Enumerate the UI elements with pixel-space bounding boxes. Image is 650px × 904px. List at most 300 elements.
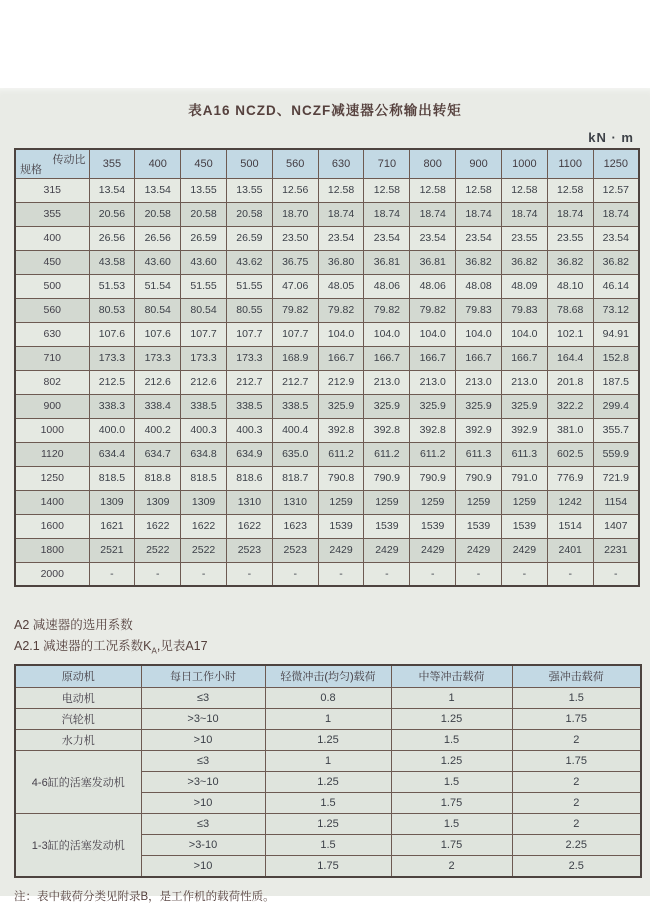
torque-value-cell: 213.0: [501, 370, 547, 394]
torque-value-cell: 173.3: [181, 346, 227, 370]
torque-value-cell: 818.5: [181, 466, 227, 490]
torque-value-cell: 392.9: [501, 418, 547, 442]
torque-value-cell: 48.05: [318, 274, 364, 298]
factor-column-header: 轻微冲击(均匀)载荷: [265, 665, 391, 688]
torque-value-cell: 559.9: [593, 442, 639, 466]
torque-value-cell: 73.12: [593, 298, 639, 322]
torque-row: [15, 370, 639, 394]
a21-subscript: A: [151, 646, 157, 656]
torque-value-cell: 2429: [456, 538, 502, 562]
factor-row: [15, 814, 641, 835]
torque-value-cell: 392.8: [364, 418, 410, 442]
torque-row: [15, 514, 639, 538]
torque-value-cell: 635.0: [272, 442, 318, 466]
factor-column-header: 中等冲击载荷: [391, 665, 512, 688]
torque-value-cell: 1154: [593, 490, 639, 514]
heavy-shock-cell: 2: [512, 814, 641, 835]
heavy-shock-cell: 1.75: [512, 751, 641, 772]
torque-value-cell: 104.0: [456, 322, 502, 346]
diagonal-header-cell: [15, 149, 89, 178]
torque-value-cell: 818.8: [135, 466, 181, 490]
torque-value-cell: 36.75: [272, 250, 318, 274]
torque-value-cell: 79.82: [410, 298, 456, 322]
torque-value-cell: 20.56: [89, 202, 135, 226]
medium-shock-cell: 1.25: [391, 751, 512, 772]
footnote: 注：表中载荷分类见附录B，是工作机的载荷性质。: [14, 890, 275, 903]
torque-value-cell: 13.55: [226, 178, 272, 202]
torque-value-cell: 12.58: [410, 178, 456, 202]
torque-value-cell: 80.54: [135, 298, 181, 322]
torque-value-cell: 1259: [410, 490, 456, 514]
torque-value-cell: 201.8: [547, 370, 593, 394]
medium-shock-cell: 1.25: [391, 709, 512, 730]
torque-value-cell: 48.09: [501, 274, 547, 298]
torque-row: [15, 562, 639, 586]
torque-value-cell: 1310: [226, 490, 272, 514]
torque-value-cell: 325.9: [501, 394, 547, 418]
torque-value-cell: 1622: [135, 514, 181, 538]
torque-value-cell: 611.3: [456, 442, 502, 466]
torque-value-cell: 2429: [364, 538, 410, 562]
torque-value-cell: 18.74: [410, 202, 456, 226]
torque-row: [15, 442, 639, 466]
spec-cell: 1600: [15, 514, 89, 538]
torque-value-cell: 400.4: [272, 418, 318, 442]
heavy-shock-cell: 2.5: [512, 856, 641, 877]
torque-value-cell: 79.82: [318, 298, 364, 322]
factor-table-header-row: [15, 665, 641, 688]
torque-value-cell: 18.74: [364, 202, 410, 226]
torque-value-cell: 790.9: [410, 466, 456, 490]
torque-value-cell: 2231: [593, 538, 639, 562]
torque-value-cell: 104.0: [410, 322, 456, 346]
light-shock-cell: 1.25: [265, 814, 391, 835]
heavy-shock-cell: 2: [512, 730, 641, 751]
torque-value-cell: 18.74: [501, 202, 547, 226]
daily-hours-cell: >10: [141, 856, 265, 877]
torque-value-cell: 2429: [410, 538, 456, 562]
torque-value-cell: 20.58: [226, 202, 272, 226]
torque-value-cell: 46.14: [593, 274, 639, 298]
torque-value-cell: 12.58: [456, 178, 502, 202]
light-shock-cell: 1.5: [265, 793, 391, 814]
torque-value-cell: 212.7: [272, 370, 318, 394]
torque-value-cell: 1259: [318, 490, 364, 514]
torque-row: [15, 490, 639, 514]
torque-row: [15, 250, 639, 274]
torque-value-cell: 12.56: [272, 178, 318, 202]
torque-value-cell: 79.82: [364, 298, 410, 322]
torque-value-cell: 400.3: [181, 418, 227, 442]
torque-value-cell: 166.7: [364, 346, 410, 370]
torque-value-cell: 2521: [89, 538, 135, 562]
ratio-column-header: 1000: [501, 149, 547, 178]
ratio-column-header: 630: [318, 149, 364, 178]
prime-mover-cell: 4-6缸的活塞发动机: [15, 751, 141, 814]
torque-value-cell: 213.0: [364, 370, 410, 394]
torque-value-cell: 26.56: [135, 226, 181, 250]
ratio-column-header: 450: [181, 149, 227, 178]
torque-value-cell: 80.55: [226, 298, 272, 322]
spec-cell: 900: [15, 394, 89, 418]
medium-shock-cell: 1.75: [391, 835, 512, 856]
heavy-shock-cell: 2: [512, 772, 641, 793]
daily-hours-cell: >3-10: [141, 835, 265, 856]
torque-row: [15, 226, 639, 250]
torque-value-cell: 790.8: [318, 466, 364, 490]
torque-value-cell: 26.59: [226, 226, 272, 250]
torque-value-cell: 338.4: [135, 394, 181, 418]
torque-value-cell: 1309: [181, 490, 227, 514]
light-shock-cell: 1.5: [265, 835, 391, 856]
a21-suffix: ,见表A17: [156, 639, 208, 653]
torque-value-cell: 634.9: [226, 442, 272, 466]
ratio-column-header: 710: [364, 149, 410, 178]
torque-value-cell: -: [501, 562, 547, 586]
section-heading-a2: A2 减速器的选用系数: [14, 618, 133, 632]
torque-value-cell: 80.54: [181, 298, 227, 322]
torque-row: [15, 538, 639, 562]
light-shock-cell: 1.75: [265, 856, 391, 877]
torque-value-cell: 721.9: [593, 466, 639, 490]
torque-value-cell: 48.08: [456, 274, 502, 298]
torque-value-cell: 212.6: [135, 370, 181, 394]
torque-value-cell: -: [89, 562, 135, 586]
torque-table-header-row: [15, 149, 639, 178]
section-heading-a21: [14, 636, 650, 656]
page-title: 表A16 NCZD、NCZF减速器公称输出转矩: [188, 103, 462, 118]
light-shock-cell: 1.25: [265, 772, 391, 793]
torque-value-cell: 1242: [547, 490, 593, 514]
torque-value-cell: 1622: [226, 514, 272, 538]
torque-value-cell: 48.10: [547, 274, 593, 298]
torque-value-cell: 392.8: [318, 418, 364, 442]
torque-value-cell: 818.6: [226, 466, 272, 490]
torque-value-cell: 212.5: [89, 370, 135, 394]
medium-shock-cell: 1.5: [391, 814, 512, 835]
daily-hours-cell: ≤3: [141, 688, 265, 709]
light-shock-cell: 1: [265, 751, 391, 772]
light-shock-cell: 1: [265, 709, 391, 730]
torque-value-cell: 187.5: [593, 370, 639, 394]
factor-row: [15, 688, 641, 709]
torque-value-cell: 36.82: [501, 250, 547, 274]
torque-value-cell: 166.7: [456, 346, 502, 370]
torque-value-cell: 43.58: [89, 250, 135, 274]
torque-value-cell: 107.7: [226, 322, 272, 346]
torque-value-cell: 2523: [272, 538, 318, 562]
torque-value-cell: 107.7: [181, 322, 227, 346]
torque-value-cell: 107.7: [272, 322, 318, 346]
torque-value-cell: 2429: [501, 538, 547, 562]
torque-value-cell: 355.7: [593, 418, 639, 442]
torque-value-cell: 791.0: [501, 466, 547, 490]
torque-row: [15, 298, 639, 322]
torque-value-cell: 1539: [364, 514, 410, 538]
torque-value-cell: 1259: [364, 490, 410, 514]
document-page: [0, 88, 650, 903]
torque-value-cell: 602.5: [547, 442, 593, 466]
torque-value-cell: 13.54: [135, 178, 181, 202]
daily-hours-cell: ≤3: [141, 751, 265, 772]
torque-value-cell: 23.54: [364, 226, 410, 250]
torque-value-cell: 818.5: [89, 466, 135, 490]
torque-value-cell: 23.54: [456, 226, 502, 250]
spec-cell: 1400: [15, 490, 89, 514]
torque-value-cell: 51.53: [89, 274, 135, 298]
torque-value-cell: -: [226, 562, 272, 586]
torque-value-cell: 338.5: [272, 394, 318, 418]
daily-hours-cell: >3~10: [141, 772, 265, 793]
torque-value-cell: 212.6: [181, 370, 227, 394]
torque-value-cell: 611.2: [364, 442, 410, 466]
torque-value-cell: 26.56: [89, 226, 135, 250]
torque-value-cell: 1259: [501, 490, 547, 514]
torque-value-cell: 381.0: [547, 418, 593, 442]
torque-value-cell: 1259: [456, 490, 502, 514]
torque-value-cell: -: [410, 562, 456, 586]
spec-cell: 400: [15, 226, 89, 250]
prime-mover-cell: 汽轮机: [15, 709, 141, 730]
torque-value-cell: 79.83: [501, 298, 547, 322]
torque-value-cell: 23.55: [547, 226, 593, 250]
torque-value-cell: 400.2: [135, 418, 181, 442]
torque-value-cell: 166.7: [318, 346, 364, 370]
torque-value-cell: 79.82: [272, 298, 318, 322]
torque-value-cell: 12.58: [318, 178, 364, 202]
torque-value-cell: 1309: [89, 490, 135, 514]
torque-value-cell: 18.74: [318, 202, 364, 226]
torque-value-cell: 102.1: [547, 322, 593, 346]
torque-value-cell: 1310: [272, 490, 318, 514]
ratio-column-header: 400: [135, 149, 181, 178]
spec-cell: 1120: [15, 442, 89, 466]
spec-cell: 630: [15, 322, 89, 346]
torque-value-cell: 36.81: [410, 250, 456, 274]
torque-value-cell: 12.58: [501, 178, 547, 202]
torque-value-cell: 338.5: [181, 394, 227, 418]
medium-shock-cell: 1: [391, 688, 512, 709]
torque-value-cell: 166.7: [501, 346, 547, 370]
torque-row: [15, 274, 639, 298]
factor-row: [15, 730, 641, 751]
torque-value-cell: 43.62: [226, 250, 272, 274]
torque-value-cell: -: [593, 562, 639, 586]
torque-value-cell: 152.8: [593, 346, 639, 370]
torque-value-cell: 1539: [501, 514, 547, 538]
torque-value-cell: 47.06: [272, 274, 318, 298]
torque-value-cell: 107.6: [89, 322, 135, 346]
torque-value-cell: 13.54: [89, 178, 135, 202]
ratio-column-header: 500: [226, 149, 272, 178]
torque-value-cell: 1539: [456, 514, 502, 538]
heavy-shock-cell: 1.5: [512, 688, 641, 709]
torque-value-cell: 1514: [547, 514, 593, 538]
factor-column-header: 每日工作小时: [141, 665, 265, 688]
torque-value-cell: 611.2: [318, 442, 364, 466]
ratio-column-header: 1250: [593, 149, 639, 178]
torque-value-cell: 104.0: [318, 322, 364, 346]
corner-label-spec: 规格: [20, 163, 42, 176]
torque-value-cell: 2429: [318, 538, 364, 562]
torque-value-cell: 104.0: [364, 322, 410, 346]
torque-value-cell: 338.3: [89, 394, 135, 418]
torque-value-cell: 18.74: [456, 202, 502, 226]
torque-value-cell: 23.54: [593, 226, 639, 250]
torque-value-cell: 213.0: [456, 370, 502, 394]
torque-value-cell: 2522: [181, 538, 227, 562]
torque-value-cell: 164.4: [547, 346, 593, 370]
torque-value-cell: 634.8: [181, 442, 227, 466]
ratio-column-header: 560: [272, 149, 318, 178]
medium-shock-cell: 2: [391, 856, 512, 877]
torque-value-cell: 325.9: [456, 394, 502, 418]
ratio-column-header: 355: [89, 149, 135, 178]
torque-value-cell: 48.06: [364, 274, 410, 298]
torque-value-cell: 20.58: [135, 202, 181, 226]
torque-row: [15, 322, 639, 346]
torque-value-cell: 18.74: [547, 202, 593, 226]
torque-value-cell: 611.2: [410, 442, 456, 466]
light-shock-cell: 1.25: [265, 730, 391, 751]
corner-label-ratio: 传动比: [52, 154, 86, 166]
torque-value-cell: 790.9: [364, 466, 410, 490]
a21-text: A2.1 减速器的工况系数K: [14, 639, 152, 653]
medium-shock-cell: 1.5: [391, 772, 512, 793]
torque-value-cell: 173.3: [226, 346, 272, 370]
torque-row: [15, 202, 639, 226]
factor-table: [14, 664, 642, 878]
torque-value-cell: 2522: [135, 538, 181, 562]
prime-mover-cell: 水力机: [15, 730, 141, 751]
torque-value-cell: 166.7: [410, 346, 456, 370]
torque-value-cell: 26.59: [181, 226, 227, 250]
prime-mover-cell: 1-3缸的活塞发动机: [15, 814, 141, 877]
torque-value-cell: 23.54: [410, 226, 456, 250]
torque-value-cell: 2401: [547, 538, 593, 562]
prime-mover-cell: 电动机: [15, 688, 141, 709]
torque-value-cell: 13.55: [181, 178, 227, 202]
daily-hours-cell: >10: [141, 793, 265, 814]
torque-value-cell: 12.58: [547, 178, 593, 202]
torque-value-cell: 23.54: [318, 226, 364, 250]
spec-cell: 1800: [15, 538, 89, 562]
torque-value-cell: 94.91: [593, 322, 639, 346]
torque-value-cell: 79.83: [456, 298, 502, 322]
torque-value-cell: 1623: [272, 514, 318, 538]
medium-shock-cell: 1.75: [391, 793, 512, 814]
torque-value-cell: -: [181, 562, 227, 586]
torque-value-cell: 338.5: [226, 394, 272, 418]
torque-value-cell: 400.0: [89, 418, 135, 442]
torque-value-cell: 20.58: [181, 202, 227, 226]
torque-value-cell: 51.55: [226, 274, 272, 298]
factor-row: [15, 751, 641, 772]
torque-row: [15, 178, 639, 202]
torque-value-cell: 634.4: [89, 442, 135, 466]
torque-value-cell: 173.3: [89, 346, 135, 370]
torque-value-cell: -: [456, 562, 502, 586]
spec-cell: 802: [15, 370, 89, 394]
light-shock-cell: 0.8: [265, 688, 391, 709]
torque-value-cell: 36.82: [593, 250, 639, 274]
torque-value-cell: 790.9: [456, 466, 502, 490]
torque-value-cell: -: [547, 562, 593, 586]
unit-label: kN · m: [588, 130, 634, 145]
torque-value-cell: 80.53: [89, 298, 135, 322]
torque-value-cell: 325.9: [364, 394, 410, 418]
torque-value-cell: 1539: [318, 514, 364, 538]
torque-value-cell: 400.3: [226, 418, 272, 442]
spec-cell: 315: [15, 178, 89, 202]
torque-value-cell: 51.54: [135, 274, 181, 298]
torque-value-cell: 325.9: [410, 394, 456, 418]
torque-value-cell: 48.06: [410, 274, 456, 298]
torque-value-cell: 818.7: [272, 466, 318, 490]
torque-value-cell: 36.82: [547, 250, 593, 274]
factor-column-header: 原动机: [15, 665, 141, 688]
factor-row: [15, 709, 641, 730]
torque-value-cell: 2523: [226, 538, 272, 562]
torque-value-cell: 23.55: [501, 226, 547, 250]
torque-value-cell: 12.57: [593, 178, 639, 202]
spec-cell: 2000: [15, 562, 89, 586]
ratio-column-header: 800: [410, 149, 456, 178]
torque-value-cell: 23.50: [272, 226, 318, 250]
heavy-shock-cell: 1.75: [512, 709, 641, 730]
torque-value-cell: 325.9: [318, 394, 364, 418]
spec-cell: 1250: [15, 466, 89, 490]
torque-value-cell: 212.7: [226, 370, 272, 394]
spec-cell: 710: [15, 346, 89, 370]
daily-hours-cell: >3~10: [141, 709, 265, 730]
torque-value-cell: 634.7: [135, 442, 181, 466]
torque-value-cell: 43.60: [181, 250, 227, 274]
spec-cell: 450: [15, 250, 89, 274]
torque-value-cell: -: [364, 562, 410, 586]
torque-value-cell: 78.68: [547, 298, 593, 322]
torque-value-cell: 213.0: [410, 370, 456, 394]
factor-column-header: 强冲击载荷: [512, 665, 641, 688]
heavy-shock-cell: 2: [512, 793, 641, 814]
torque-row: [15, 418, 639, 442]
torque-value-cell: 212.9: [318, 370, 364, 394]
torque-value-cell: 776.9: [547, 466, 593, 490]
torque-value-cell: -: [318, 562, 364, 586]
spec-cell: 500: [15, 274, 89, 298]
torque-value-cell: 104.0: [501, 322, 547, 346]
daily-hours-cell: >10: [141, 730, 265, 751]
ratio-column-header: 1100: [547, 149, 593, 178]
torque-table: [14, 148, 640, 587]
torque-value-cell: 1622: [181, 514, 227, 538]
torque-row: [15, 394, 639, 418]
torque-value-cell: 36.81: [364, 250, 410, 274]
torque-value-cell: 392.9: [456, 418, 502, 442]
daily-hours-cell: ≤3: [141, 814, 265, 835]
torque-value-cell: 322.2: [547, 394, 593, 418]
heavy-shock-cell: 2.25: [512, 835, 641, 856]
torque-value-cell: 173.3: [135, 346, 181, 370]
torque-row: [15, 466, 639, 490]
medium-shock-cell: 1.5: [391, 730, 512, 751]
torque-value-cell: 12.58: [364, 178, 410, 202]
torque-row: [15, 346, 639, 370]
torque-value-cell: 18.70: [272, 202, 318, 226]
spec-cell: 560: [15, 298, 89, 322]
torque-value-cell: 611.3: [501, 442, 547, 466]
spec-cell: 1000: [15, 418, 89, 442]
